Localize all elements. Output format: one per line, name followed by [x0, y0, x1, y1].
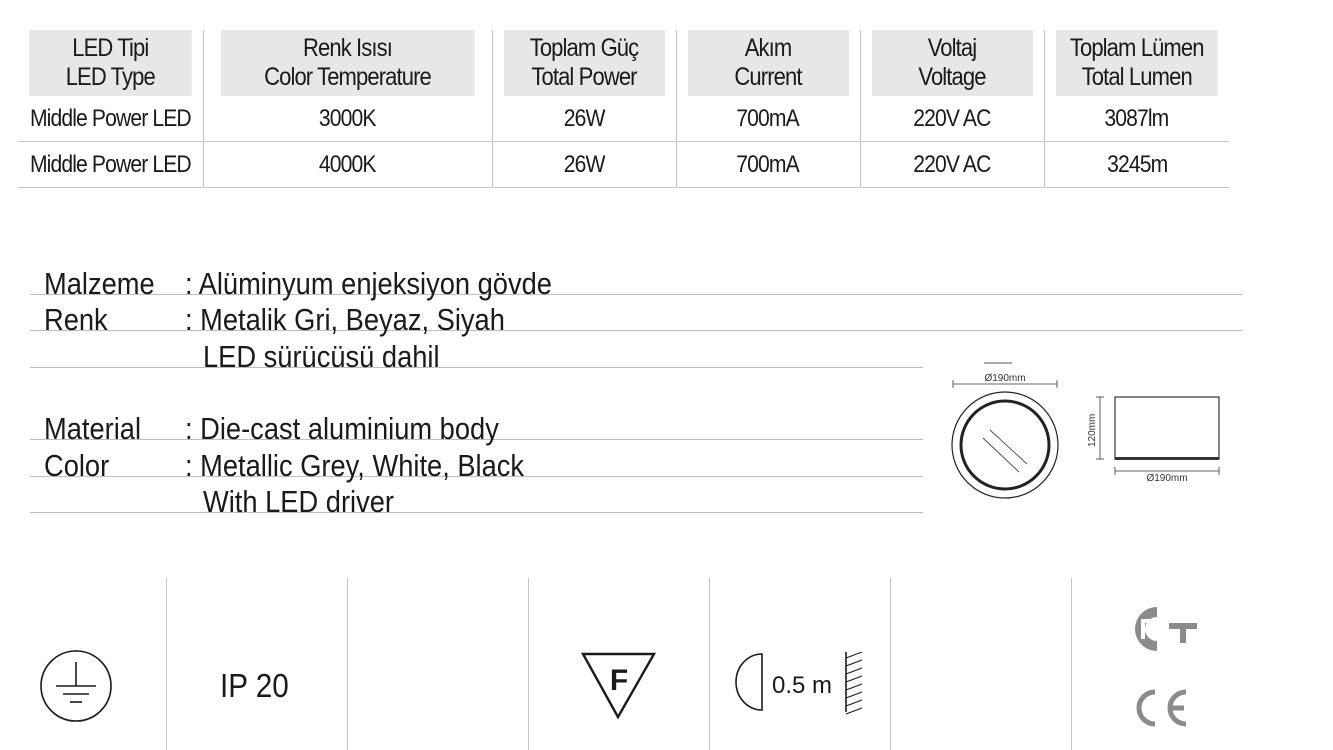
color-label-en: Color — [44, 448, 110, 483]
side-view-drawing — [1085, 395, 1225, 490]
cell-total-power: 26W — [492, 142, 676, 188]
cell-led-type: Middle Power LED — [18, 96, 203, 142]
color-label-tr: Renk — [44, 302, 108, 337]
side-height-label: 120mm — [1087, 413, 1098, 447]
ce-icon — [1128, 686, 1192, 730]
cell-current: 700mA — [676, 142, 860, 188]
header-led-type: LED Tipi LED Type — [29, 30, 192, 96]
earth-ground-icon — [38, 648, 116, 724]
cell-total-lumen: 3087lm — [1044, 96, 1229, 142]
icon-separator — [890, 578, 891, 750]
spec-table — [18, 30, 1229, 188]
driver-note-tr: LED sürücüsü dahil — [203, 339, 440, 374]
divider-line — [30, 367, 923, 368]
table-header-row — [18, 30, 1229, 96]
cell-total-power: 26W — [492, 96, 676, 142]
ip-rating: IP 20 — [220, 667, 289, 704]
material-label-tr: Malzeme — [44, 266, 155, 301]
driver-note-en: With LED driver — [203, 484, 395, 519]
header-voltage: Voltaj Voltage — [871, 30, 1033, 96]
cell-current: 700mA — [676, 96, 860, 142]
icon-separator — [166, 578, 167, 750]
header-total-power: Toplam Güç Total Power — [503, 30, 665, 96]
icon-separator — [1071, 578, 1072, 750]
f-mark-icon — [580, 650, 658, 722]
icon-separator — [347, 578, 348, 750]
wall-hatch-icon — [842, 652, 866, 716]
divider-line — [30, 512, 923, 513]
icon-separator — [528, 578, 529, 750]
color-value-tr: : Metalik Gri, Beyaz, Siyah — [185, 302, 505, 337]
distance-label: 0.5 m — [772, 672, 833, 699]
color-value-en: : Metallic Grey, White, Black — [185, 448, 525, 483]
cell-color-temperature: 3000K — [203, 96, 492, 142]
lamp-distance-icon — [732, 650, 772, 714]
header-total-lumen: Toplam Lümen Total Lumen — [1055, 30, 1218, 96]
cell-voltage: 220V AC — [860, 142, 1044, 188]
side-diameter-label: Ø190mm — [1146, 473, 1188, 484]
cell-total-lumen: 3245m — [1044, 142, 1229, 188]
material-value-tr: : Alüminyum enjeksiyon gövde — [185, 266, 552, 301]
header-current: Akım Current — [687, 30, 849, 96]
f-mark-letter: F — [609, 664, 629, 697]
icon-separator — [709, 578, 710, 750]
top-diameter-label: Ø190mm — [984, 373, 1026, 384]
header-color-temperature: Renk Isısı Color Temperature — [220, 30, 474, 96]
cell-color-temperature: 4000K — [203, 142, 492, 188]
cell-led-type: Middle Power LED — [18, 142, 203, 188]
top-view-drawing — [945, 360, 1065, 505]
table-row — [18, 142, 1229, 188]
cell-voltage: 220V AC — [860, 96, 1044, 142]
material-label-en: Material — [44, 411, 142, 446]
pct-icon — [1127, 603, 1199, 655]
material-value-en: : Die-cast aluminium body — [185, 411, 499, 446]
table-row — [18, 96, 1229, 142]
